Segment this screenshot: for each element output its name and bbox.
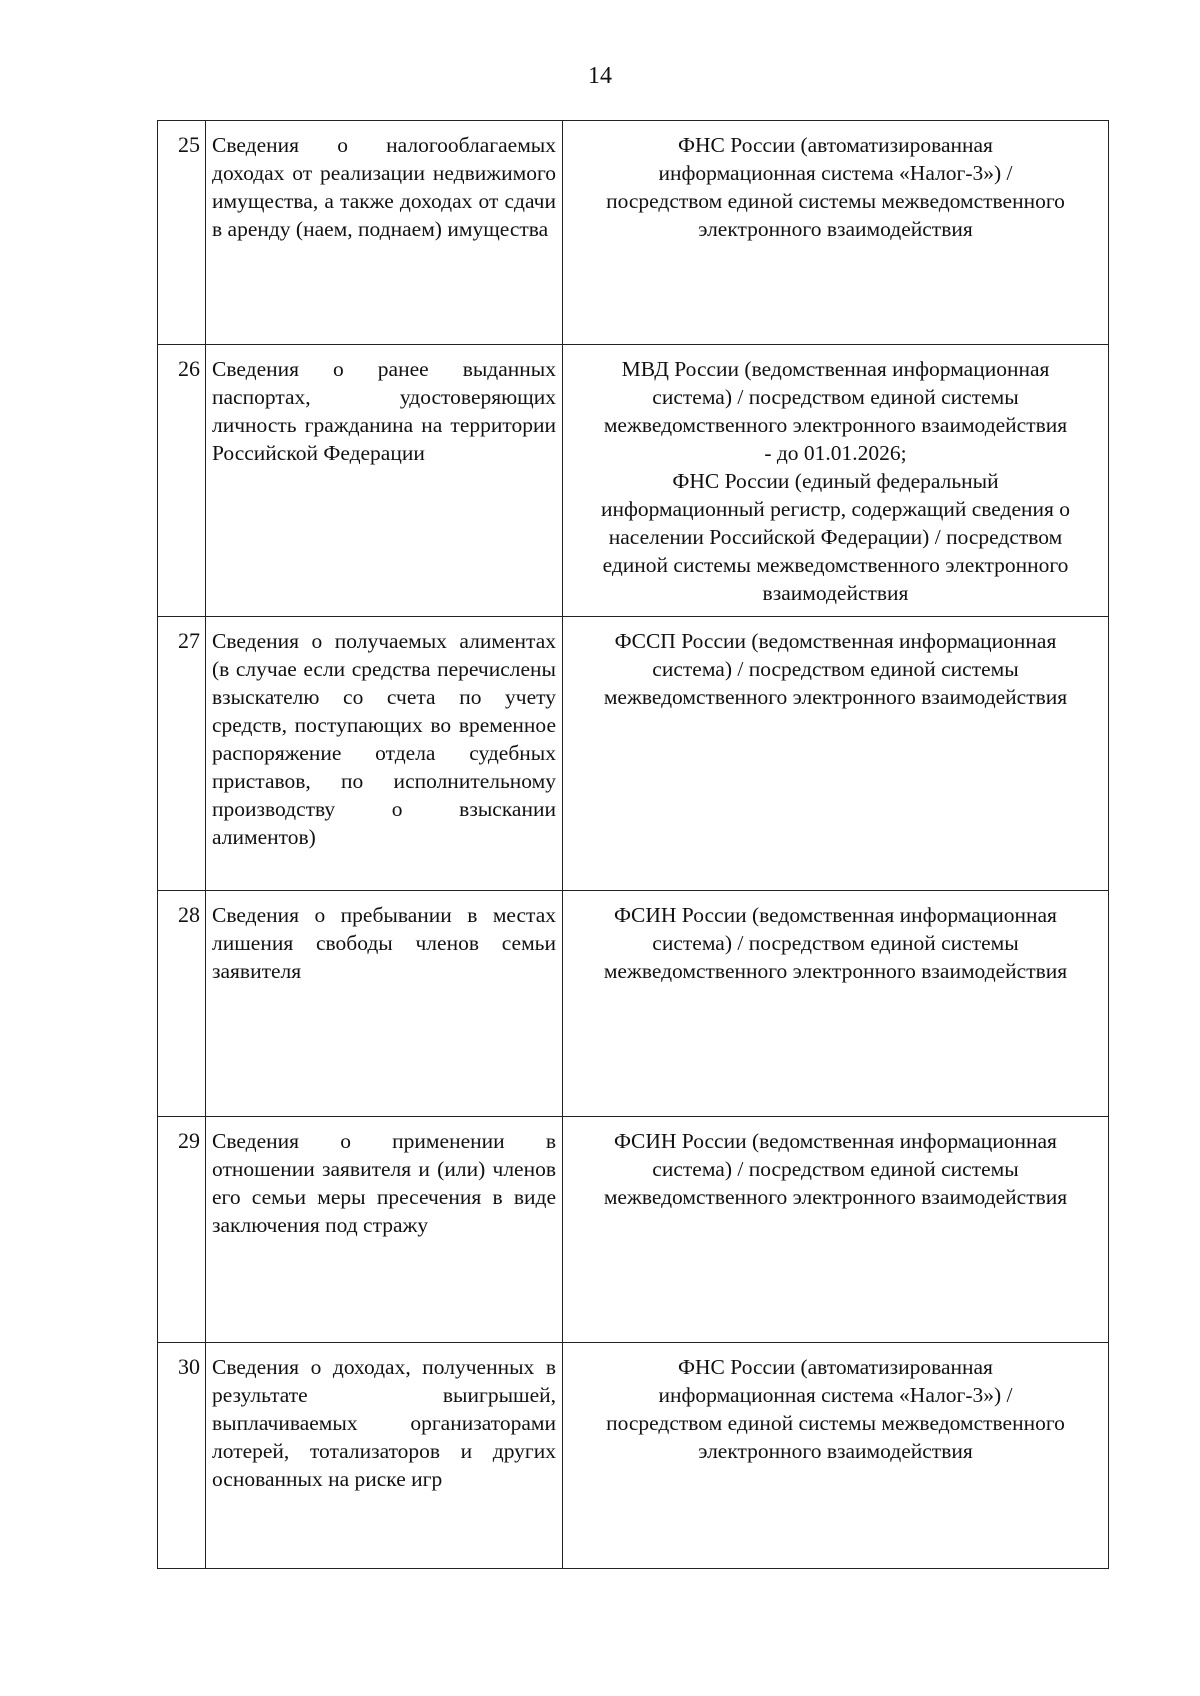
row-number: 26 <box>158 345 206 617</box>
table-row <box>158 345 1109 617</box>
table-row <box>158 891 1109 1117</box>
source-line: система) / посредством единой системы <box>652 1157 1019 1181</box>
row-source <box>563 1117 1109 1343</box>
source-line: ФСИН России (ведомственная информационная <box>614 903 1057 927</box>
row-source <box>563 891 1109 1117</box>
row-description: Сведения о доходах, полученных в результате выигрышей, выплачиваемых организаторами лотерей, тотализаторов и других основанных на риске игр <box>206 1343 563 1569</box>
source-line: ФСИН России (ведомственная информационная <box>614 1129 1057 1153</box>
source-line: межведомственного электронного взаимодействия <box>603 959 1068 983</box>
source-line: единой системы межведомственного электронного <box>602 553 1069 577</box>
row-source <box>563 1343 1109 1569</box>
source-line: система) / посредством единой системы <box>652 931 1019 955</box>
source-line: информационный регистр, содержащий сведения о <box>600 497 1071 521</box>
source-line: информационная система «Налог-3») / <box>658 1383 1013 1407</box>
row-number: 27 <box>158 617 206 891</box>
source-line: взаимодействия <box>762 581 909 605</box>
row-number: 28 <box>158 891 206 1117</box>
source-line: межведомственного электронного взаимодействия <box>603 413 1068 437</box>
source-line: МВД России (ведомственная информационная <box>621 357 1050 381</box>
source-line: электронного взаимодействия <box>698 1439 973 1463</box>
row-number: 30 <box>158 1343 206 1569</box>
table-row <box>158 121 1109 345</box>
row-description: Сведения о получаемых алиментах (в случае если средства перечислены взыскателю со счета по учету средств, поступающих во временное распоряжение отдела судебных приставов, по исполнительному производству о взыскании алиментов) <box>206 617 563 891</box>
source-line: населении Российской Федерации) / посредством <box>608 525 1063 549</box>
row-description: Сведения о налогооблагаемых доходах от реализации недвижимого имущества, а также доходах от сдачи в аренду (наем, поднаем) имущества <box>206 121 563 345</box>
source-line: ФНС России (единый федеральный <box>672 469 999 493</box>
row-source <box>563 617 1109 891</box>
table-row <box>158 617 1109 891</box>
source-line: межведомственного электронного взаимодействия <box>603 685 1068 709</box>
row-number: 29 <box>158 1117 206 1343</box>
source-line: - до 01.01.2026; <box>764 441 907 465</box>
page-number: 14 <box>588 63 612 89</box>
source-line: система) / посредством единой системы <box>652 657 1019 681</box>
row-source <box>563 345 1109 617</box>
row-description: Сведения о применении в отношении заявителя и (или) членов его семьи меры пресечения в виде заключения под стражу <box>206 1117 563 1343</box>
source-line: система) / посредством единой системы <box>652 385 1019 409</box>
source-line: электронного взаимодействия <box>698 217 973 241</box>
row-description: Сведения о пребывании в местах лишения свободы членов семьи заявителя <box>206 891 563 1117</box>
row-source <box>563 121 1109 345</box>
row-description: Сведения о ранее выданных паспортах, удостоверяющих личность гражданина на территории Российской Федерации <box>206 345 563 617</box>
source-line: ФНС России (автоматизированная <box>678 133 993 157</box>
source-line: ФССП России (ведомственная информационная <box>614 629 1057 653</box>
source-line: посредством единой системы межведомственного <box>606 189 1065 213</box>
source-line: информационная система «Налог-3») / <box>658 161 1013 185</box>
source-line: ФНС России (автоматизированная <box>678 1355 993 1379</box>
table-row <box>158 1343 1109 1569</box>
source-line: межведомственного электронного взаимодействия <box>603 1185 1068 1209</box>
source-line: посредством единой системы межведомственного <box>606 1411 1065 1435</box>
table-row <box>158 1117 1109 1343</box>
info-sources-table <box>157 120 1109 1569</box>
row-number: 25 <box>158 121 206 345</box>
